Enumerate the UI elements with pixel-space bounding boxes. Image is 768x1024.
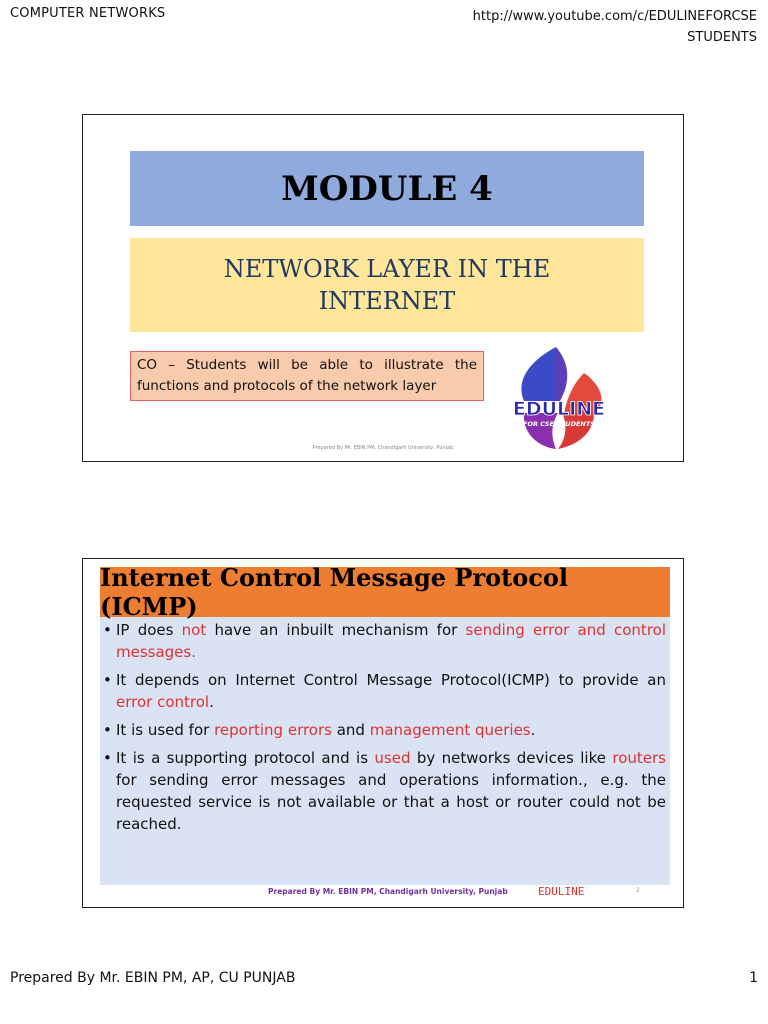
- bullet-item: [100, 619, 666, 663]
- bullet-highlight: management queries: [369, 721, 531, 739]
- bullet-dot-icon: •: [103, 749, 112, 767]
- slide-2-eduline-mark: EDULINE: [538, 885, 585, 898]
- slide-2-content: [100, 563, 670, 885]
- slide-2-page-number: 2: [636, 887, 640, 894]
- bullet-highlight: reporting errors: [214, 721, 332, 739]
- slide-2-prepared-by: Prepared By Mr. EBIN PM, Chandigarh University, Punjab: [268, 887, 508, 896]
- bullet-text: and: [331, 721, 370, 739]
- bullet-text: by networks devices like: [410, 749, 613, 767]
- bullet-item: [100, 669, 666, 713]
- bullet-text: .: [530, 721, 536, 739]
- header-url-line2: STUDENTS: [687, 30, 757, 45]
- bullet-item: [100, 747, 666, 835]
- bullet-text: It is used for: [116, 721, 215, 739]
- bullet-dot-icon: •: [103, 671, 112, 689]
- slide-1-prepared-by: Prepared By Mr. EBIN PM, Chandigarh University, Punjab: [312, 445, 454, 451]
- bullet-text: It is a supporting protocol and is: [116, 749, 375, 767]
- icmp-title: Internet Control Message Protocol (ICMP): [100, 563, 568, 621]
- course-outcome-box: CO – Students will be able to illustrate the functions and protocols of the network layer: [130, 351, 484, 401]
- bullet-highlight: sending error and control messages.: [116, 621, 666, 661]
- slide-1: [82, 114, 684, 462]
- bullet-dot-icon: •: [103, 721, 112, 739]
- icmp-bullet-list: [100, 619, 666, 841]
- bullet-text: for sending error messages and operations information., e.g. the requested service is not available or that a host or router could not be reached.: [116, 771, 666, 833]
- bullet-dot-icon: •: [103, 621, 112, 639]
- icmp-title-band: [100, 563, 670, 621]
- eduline-logo-icon: [498, 343, 620, 453]
- bullet-text: .: [209, 693, 214, 711]
- bullet-highlight: error control: [116, 693, 210, 711]
- header-course-title: COMPUTER NETWORKS: [10, 6, 166, 21]
- bullet-highlight: used: [374, 749, 411, 767]
- footer-prepared-by: Prepared By Mr. EBIN PM, AP, CU PUNJAB: [10, 970, 296, 986]
- footer-page-number: 1: [749, 970, 758, 986]
- bullet-highlight: not: [181, 621, 207, 639]
- logo-tagline: FOR CSE STUDENTS: [523, 420, 595, 428]
- header-url[interactable]: [473, 6, 757, 48]
- slide-2: [82, 558, 684, 908]
- bullet-item: [100, 719, 666, 741]
- bullet-highlight: routers: [612, 749, 666, 767]
- header-url-line1: http://www.youtube.com/c/EDULINEFORCSE: [472, 9, 757, 24]
- module-title: MODULE 4: [281, 168, 493, 209]
- bullet-text: have an inbuilt mechanism for: [206, 621, 466, 639]
- bullet-text: IP does: [116, 621, 182, 639]
- module-subtitle: NETWORK LAYER IN THE INTERNET: [223, 255, 551, 315]
- module-title-band: [130, 151, 644, 226]
- module-subtitle-band: [130, 238, 644, 332]
- logo-wordmark: EDULINE: [512, 398, 606, 420]
- bullet-text: It depends on Internet Control Message Protocol(ICMP) to provide an: [116, 671, 666, 689]
